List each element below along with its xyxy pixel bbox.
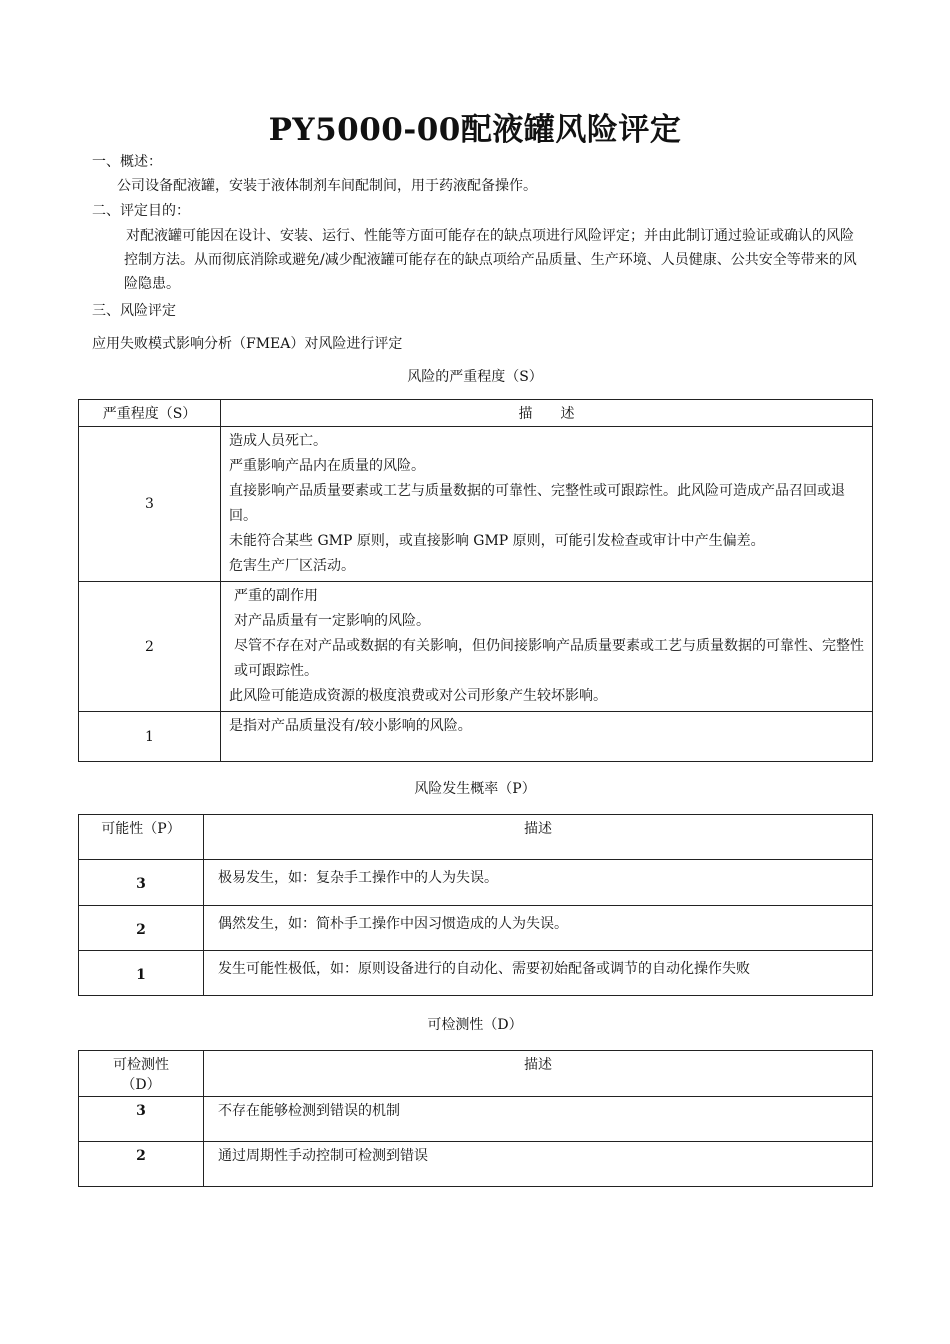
table-row xyxy=(79,860,873,906)
description-line: 此风险可能造成资源的极度浪费或对公司形象产生较坏影响。 xyxy=(229,688,607,704)
detectability-table xyxy=(78,1050,873,1187)
detectability-description-cell: 通过周期性手动控制可检测到错误 xyxy=(204,1142,873,1187)
section-2-text: 对配液罐可能因在设计、安装、运行、性能等方面可能存在的缺点项进行风险评定；并由此制订通过验证或确认的风险控制方法。从而彻底消除或避免/减少配液罐可能存在的缺点项给产品质量、生产环境、人员健康、公共安全等带来的风险隐患。 xyxy=(124,228,857,292)
description-line: 危害生产厂区活动。 xyxy=(229,558,355,574)
table-header-row xyxy=(79,400,873,427)
severity-caption: 风险的严重程度（S） xyxy=(407,369,543,385)
severity-level-cell: 3 xyxy=(79,427,221,582)
section-2-heading: 二、评定目的： xyxy=(92,203,190,219)
probability-description-cell: 发生可能性极低，如：原则设备进行的自动化、需要初始配备或调节的自动化操作失败 xyxy=(204,951,873,996)
probability-caption: 风险发生概率（P） xyxy=(414,781,536,797)
table-header-row xyxy=(79,1051,873,1097)
severity-description-cell xyxy=(221,427,873,582)
section-3-text: 应用失败模式影响分析（FMEA）对风险进行评定 xyxy=(92,336,403,352)
description-line: 是指对产品质量没有/较小影响的风险。 xyxy=(229,718,472,734)
probability-level-cell: 3 xyxy=(79,860,204,906)
severity-level-cell: 2 xyxy=(79,582,221,712)
probability-col1-header: 可能性（P） xyxy=(79,815,204,860)
probability-level-cell: 2 xyxy=(79,906,204,951)
description-line: 严重的副作用 xyxy=(234,588,318,604)
section-1-heading: 一、概述： xyxy=(92,154,162,170)
severity-description-cell xyxy=(221,582,873,712)
table-row xyxy=(79,906,873,951)
severity-table xyxy=(78,399,873,762)
detectability-col1-header: 可检测性（D） xyxy=(79,1051,204,1097)
detectability-level-cell: 3 xyxy=(79,1097,204,1142)
severity-level-cell: 1 xyxy=(79,712,221,762)
probability-description-cell: 极易发生，如：复杂手工操作中的人为失误。 xyxy=(204,860,873,906)
probability-description-cell: 偶然发生，如：简朴手工操作中因习惯造成的人为失误。 xyxy=(204,906,873,951)
description-line: 直接影响产品质量要素或工艺与质量数据的可靠性、完整性或可跟踪性。此风险可造成产品召回或退回。 xyxy=(229,483,845,524)
description-line: 造成人员死亡。 xyxy=(229,433,327,449)
description-line: 对产品质量有一定影响的风险。 xyxy=(234,613,430,629)
table-row xyxy=(79,1097,873,1142)
table-row xyxy=(79,1142,873,1187)
detectability-caption: 可检测性（D） xyxy=(427,1017,523,1033)
probability-col2-header: 描述 xyxy=(204,815,873,860)
severity-col1-header: 严重程度（S） xyxy=(79,400,221,427)
table-row xyxy=(79,951,873,996)
detectability-description-cell: 不存在能够检测到错误的机制 xyxy=(204,1097,873,1142)
detectability-col2-header: 描述 xyxy=(204,1051,873,1097)
document-title: PY5000-00配液罐风险评定 xyxy=(268,112,682,148)
probability-table xyxy=(78,814,873,996)
section-1-text: 公司设备配液罐，安装于液体制剂车间配制间，用于药液配备操作。 xyxy=(117,178,537,194)
table-header-row xyxy=(79,815,873,860)
probability-level-cell: 1 xyxy=(79,951,204,996)
table-row xyxy=(79,582,873,712)
detectability-level-cell: 2 xyxy=(79,1142,204,1187)
description-line: 尽管不存在对产品或数据的有关影响，但仍间接影响产品质量要素或工艺与质量数据的可靠性、完整性或可跟踪性。 xyxy=(234,638,864,679)
description-line: 严重影响产品内在质量的风险。 xyxy=(229,458,425,474)
severity-description-cell xyxy=(221,712,873,762)
section-3-heading: 三、风险评定 xyxy=(92,303,176,319)
table-row xyxy=(79,427,873,582)
table-row xyxy=(79,712,873,762)
severity-col2-header: 描 述 xyxy=(221,400,873,427)
description-line: 未能符合某些 GMP 原则，或直接影响 GMP 原则，可能引发检查或审计中产生偏差。 xyxy=(229,533,765,549)
